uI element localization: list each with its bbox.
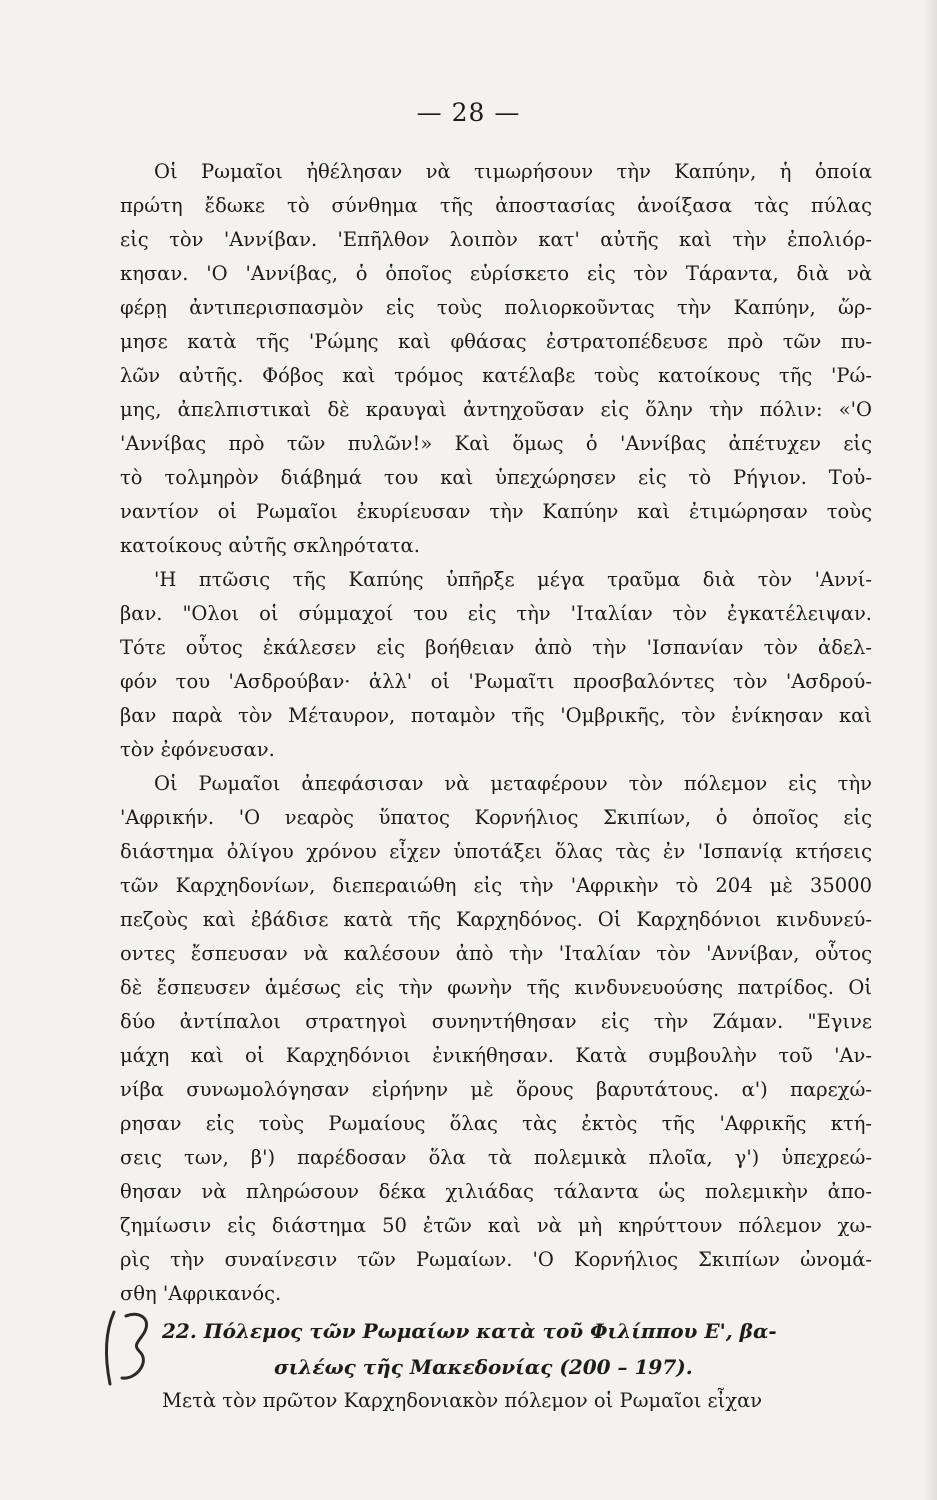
text-line: φέρῃ ἀντιπερισπασμὸν εἰς τοὺς πολιορκοῦντας τὴν Καπύην, ὥρ- bbox=[120, 296, 872, 319]
text-line: τὸ τολμηρὸν διάβημά του καὶ ὑπεχώρησεν εἰς τὸ Ρήγιον. Τοὐ- bbox=[120, 466, 872, 489]
text-line: σθη 'Αφρικανός. bbox=[120, 1282, 282, 1305]
text-line: δὲ ἔσπευσεν ἀμέσως εἰς τὴν φωνὴν τῆς κινδυνευούσης πατρίδος. Οἱ bbox=[120, 976, 872, 999]
text-line: διάστημα ὀλίγου χρόνου εἶχεν ὑποτάξει ὅλας τὰς ἐν 'Ισπανίᾳ κτήσεις bbox=[120, 840, 872, 863]
paragraph-4 bbox=[162, 1384, 872, 1418]
text-line: Τότε οὗτος ἐκάλεσεν εἰς βοήθειαν ἀπὸ τὴν 'Ισπανίαν τὸν ἀδελ- bbox=[120, 636, 872, 659]
text-line: μάχη καὶ οἱ Καρχηδόνιοι ἐνικήθησαν. Κατὰ συμβουλὴν τοῦ 'Αν- bbox=[120, 1044, 872, 1067]
handwritten-margin-mark-icon bbox=[96, 1306, 166, 1388]
text-line: δύο ἀντίπαλοι στρατηγοὶ συνηντήθησαν εἰς τὴν Ζάμαν. "Εγινε bbox=[120, 1010, 872, 1033]
paragraph-3 bbox=[120, 767, 872, 1311]
text-line: φόν του 'Ασδρούβαν· ἀλλ' οἱ 'Ρωμαῖτι προσβαλόντες τὸν 'Ασδρού- bbox=[120, 670, 872, 693]
text-line: 'Αφρικήν. 'Ο νεαρὸς ὕπατος Κορνήλιος Σκιπίων, ὁ ὁποῖος εἰς bbox=[120, 806, 872, 829]
section-heading-line: σιλέως τῆς Μακεδονίας (200 – 197). bbox=[274, 1355, 693, 1379]
text-line: βαν παρὰ τὸν Μέταυρον, ποταμὸν τῆς 'Ομβρικῆς, τὸν ἐνίκησαν καὶ bbox=[120, 704, 872, 727]
text-line: κατοίκους αὐτῆς σκληρότατα. bbox=[120, 534, 420, 557]
text-line: Οἱ Ρωμαῖοι ἠθέλησαν νὰ τιμωρήσουν τὴν Καπύην, ἡ ὁποία bbox=[154, 160, 872, 183]
section-heading-line: 22. Πόλεμος τῶν Ρωμαίων κατὰ τοῦ Φιλίππου Ε', βα- bbox=[162, 1319, 777, 1343]
text-line: τὸν ἐφόνευσαν. bbox=[120, 738, 275, 761]
text-line: ζημίωσιν εἰς διάστημα 50 ἐτῶν καὶ νὰ μὴ κηρύττουν πόλεμον χω- bbox=[120, 1214, 872, 1237]
text-line: νίβα συνωμολόγησαν εἰρήνην μὲ ὅρους βαρυτάτους. α') παρεχώ- bbox=[120, 1078, 872, 1101]
text-line: σεις των, β') παρέδοσαν ὅλα τὰ πολεμικὰ πλοῖα, γ') ὑπεχρεώ- bbox=[120, 1146, 872, 1169]
text-line: λῶν αὐτῆς. Φόβος καὶ τρόμος κατέλαβε τοὺς κατοίκους τῆς 'Ρώ- bbox=[120, 364, 872, 387]
text-line: οντες ἔσπευσαν νὰ καλέσουν ἀπὸ τὴν 'Ιταλίαν τὸν 'Αννίβαν, οὗτος bbox=[120, 942, 872, 965]
text-line: ναντίον οἱ Ρωμαῖοι ἐκυρίευσαν τὴν Καπύην καὶ ἐτιμώρησαν τοὺς bbox=[120, 500, 872, 523]
text-line: θησαν νὰ πληρώσουν δέκα χιλιάδας τάλαντα ὡς πολεμικὴν ἀπο- bbox=[120, 1180, 872, 1203]
text-line: κησαν. 'Ο 'Αννίβας, ὁ ὁποῖος εὑρίσκετο εἰς τὸν Τάραντα, διὰ νὰ bbox=[120, 262, 872, 285]
section-heading bbox=[162, 1313, 862, 1385]
page-edge-shadow bbox=[923, 0, 937, 1500]
text-line: τῶν Καρχηδονίων, διεπεραιώθη εἰς τὴν 'Αφρικὴν τὸ 204 μὲ 35000 bbox=[120, 874, 872, 897]
text-line: πρώτη ἔδωκε τὸ σύνθημα τῆς ἀποστασίας ἀνοίξασα τὰς πύλας bbox=[120, 194, 872, 217]
text-line: Μετὰ τὸν πρῶτον Καρχηδονιακὸν πόλεμον οἱ Ρωμαῖοι εἶχαν bbox=[162, 1389, 763, 1412]
paragraph-1 bbox=[120, 155, 872, 563]
paragraph-2 bbox=[120, 563, 872, 767]
text-line: 'Αννίβας πρὸ τῶν πυλῶν!» Καὶ ὅμως ὁ 'Αννίβας ἀπέτυχεν εἰς bbox=[120, 432, 872, 455]
text-line: μης, ἀπελπιστικαὶ δὲ κραυγαὶ ἀντηχοῦσαν εἰς ὅλην τὴν πόλιν: «'Ο bbox=[120, 398, 872, 421]
text-line: βαν. "Ολοι οἱ σύμμαχοί του εἰς τὴν 'Ιταλίαν τὸν ἐγκατέλειψαν. bbox=[120, 602, 872, 625]
page-number: — 28 — bbox=[416, 98, 521, 127]
text-line: μησε κατὰ τῆς 'Ρώμης καὶ φθάσας ἐστρατοπέδευσε πρὸ τῶν πυ- bbox=[120, 330, 872, 353]
text-line: εἰς τὸν 'Αννίβαν. 'Επῆλθον λοιπὸν κατ' αὐτῆς καὶ τὴν ἐπολιόρ- bbox=[120, 228, 872, 251]
text-line: ρὶς τὴν συναίνεσιν τῶν Ρωμαίων. 'Ο Κορνήλιος Σκιπίων ὠνομά- bbox=[120, 1248, 872, 1271]
text-line: 'Η πτῶσις τῆς Καπύης ὑπῆρξε μέγα τραῦμα διὰ τὸν 'Αννί- bbox=[154, 568, 872, 591]
text-line: Οἱ Ρωμαῖοι ἀπεφάσισαν νὰ μεταφέρουν τὸν πόλεμον εἰς τὴν bbox=[154, 772, 872, 795]
text-line: πεζοὺς καὶ ἐβάδισε κατὰ τῆς Καρχηδόνος. Οἱ Καρχηδόνιοι κινδυνεύ- bbox=[120, 908, 872, 931]
text-line: ρησαν εἰς τοὺς Ρωμαίους ὅλας τὰς ἐκτὸς τῆς 'Αφρικῆς κτή- bbox=[120, 1112, 872, 1135]
body-text bbox=[120, 155, 872, 1311]
